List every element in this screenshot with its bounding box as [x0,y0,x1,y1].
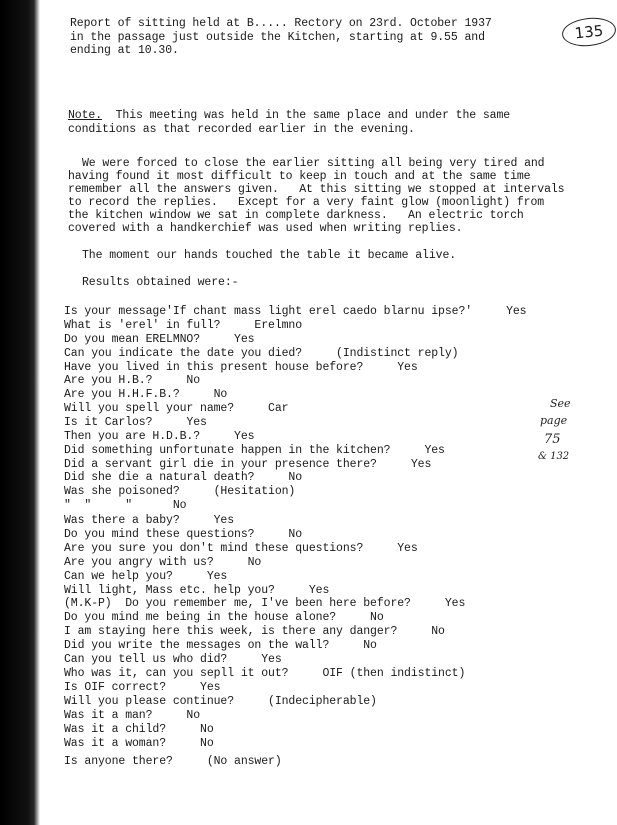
qa-line: Who was it, can you sepll it out? OIF (then indistinct) [64,667,466,680]
qa-line: Did she die a natural death? No [64,471,303,484]
qa-line: Can you tell us who did? Yes [64,653,282,666]
qa-line: Do you mean ERELMNO? Yes [64,333,255,346]
qa-line: I am staying here this week, is there any danger? No [64,625,445,638]
qa-line: Was it a man? No [64,709,201,722]
note-line-2: conditions as that recorded earlier in the evening. [68,123,415,136]
qa-line: Do you mind me being in the house alone? No [64,611,384,624]
paragraph-line-5: the kitchen window we sat in complete darkness. An electric torch [68,209,524,222]
paragraph-line-3: remember all the answers given. At this sitting we stopped at intervals [68,183,565,196]
header-line-2: in the passage just outside the Kitchen, starting at 9.55 and [70,31,485,44]
qa-line: Is it Carlos? Yes [64,416,207,429]
margin-note-132: & 132 [538,451,570,462]
header-line-1: Report of sitting held at B..... Rectory on 23rd. October 1937 [70,17,492,30]
qa-line: Did something unfortunate happen in the kitchen? Yes [64,444,445,457]
qa-line: Did you write the messages on the wall? No [64,639,377,652]
qa-line: Are you H.B.? No [64,374,201,387]
scan-edge-shadow [0,0,40,825]
qa-line: Was it a woman? No [64,737,214,750]
document-page [42,0,605,825]
qa-line: Is anyone there? (No answer) [64,755,282,768]
qa-line: Will light, Mass etc. help you? Yes [64,584,330,597]
paragraph-line-1: We were forced to close the earlier sitting all being very tired and [82,157,545,170]
paragraph-line-6: covered with a handkerchief was used when writing replies. [68,222,463,235]
qa-line: Are you sure you don't mind these questions? Yes [64,542,418,555]
qa-line: " " " No [64,499,187,512]
moment-line: The moment our hands touched the table it became alive. [82,249,457,262]
qa-line: Will you please continue? (Indecipherable) [64,695,377,708]
margin-note-see: See [550,397,571,410]
qa-line: Can we help you? Yes [64,570,228,583]
qa-line: Are you H.H.F.B.? No [64,388,228,401]
qa-line: Is OIF correct? Yes [64,681,221,694]
note-line-1 [68,110,510,122]
qa-line: Can you indicate the date you died? (Indistinct reply) [64,347,459,360]
header-line-3: ending at 10.30. [70,44,179,57]
qa-line: What is 'erel' in full? Erelmno [64,319,303,332]
paragraph-line-4: to record the replies. Except for a very faint glow (moonlight) from [68,196,545,209]
qa-line: Did a servant girl die in your presence there? Yes [64,458,432,471]
qa-line: Have you lived in this present house before? Yes [64,361,418,374]
qa-line: Was there a baby? Yes [64,514,235,527]
margin-note-page: page [540,414,568,427]
qa-line: Was she poisoned? (Hesitation) [64,485,296,498]
qa-line: Is your message'If chant mass light erel caedo blarnu ipse?' Yes [64,305,527,318]
paragraph-line-2: having found it most difficult to keep in touch and at the same time [68,170,531,183]
qa-line: Will you spell your name? Car [64,402,289,415]
results-line: Results obtained were:- [82,276,239,289]
qa-line: Then you are H.D.B.? Yes [64,430,255,443]
qa-line: Do you mind these questions? No [64,528,303,541]
page-number-stamp: 135 [561,15,617,48]
margin-note-75: 75 [544,432,561,447]
qa-line: Are you angry with us? No [64,556,262,569]
note-label: Note. [68,109,103,122]
qa-line: Was it a child? No [64,723,214,736]
qa-line: (M.K-P) Do you remember me, I've been here before? Yes [64,597,466,610]
note-text-1: This meeting was held in the same place and under the same [115,109,511,122]
